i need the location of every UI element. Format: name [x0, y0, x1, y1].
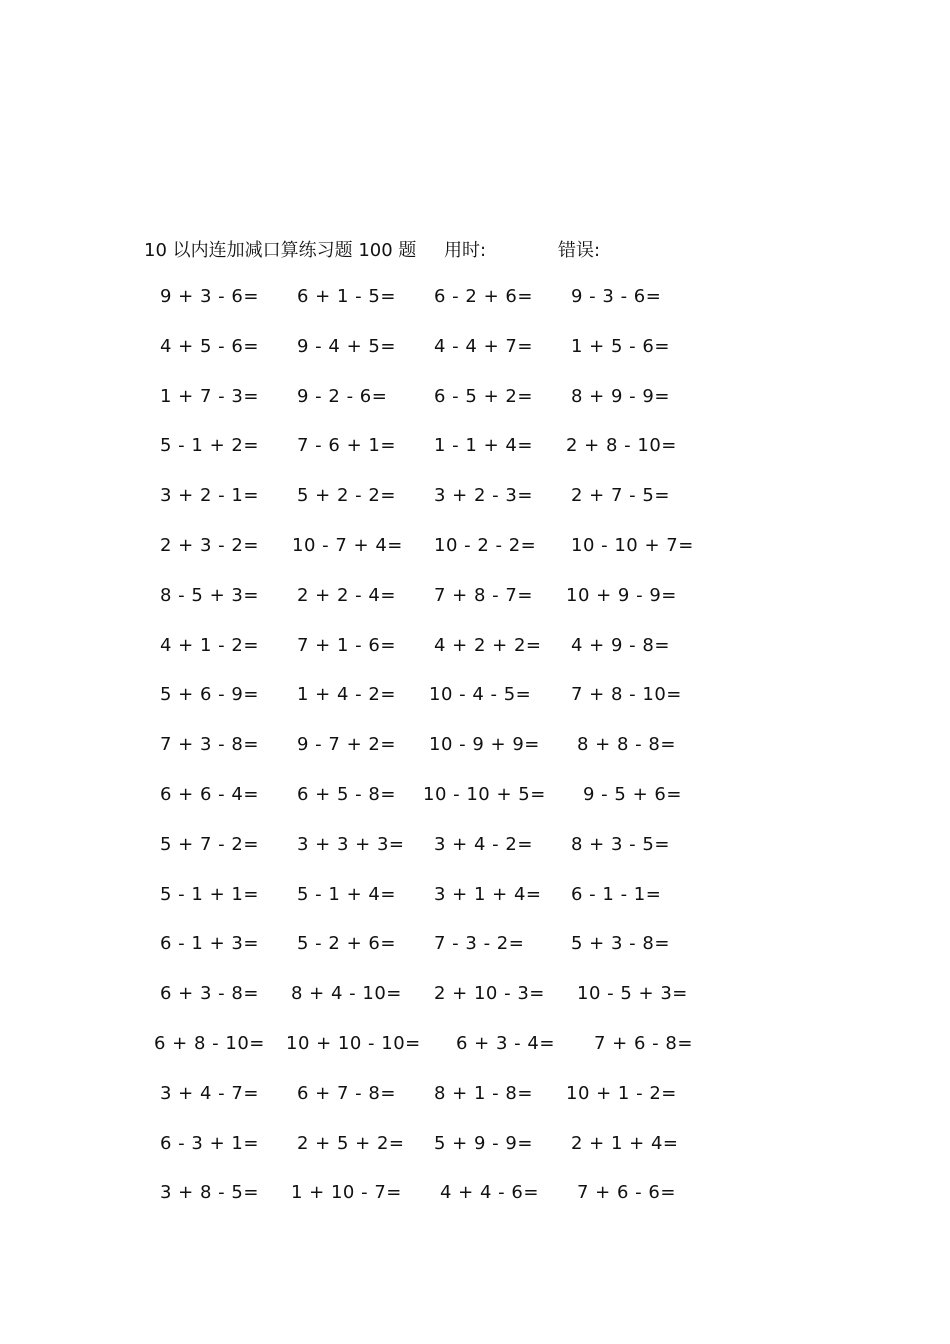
arithmetic-problem: 5 - 1 + 2=	[160, 435, 259, 457]
arithmetic-problem: 2 + 2 - 4=	[297, 584, 396, 606]
arithmetic-problem: 6 + 8 - 10=	[154, 1032, 265, 1054]
arithmetic-problem: 10 + 9 - 9=	[566, 584, 677, 606]
arithmetic-problem: 7 - 3 - 2=	[434, 933, 525, 955]
arithmetic-problem: 2 + 8 - 10=	[566, 435, 677, 457]
arithmetic-problem: 10 - 4 - 5=	[429, 684, 532, 706]
arithmetic-problem: 8 + 3 - 5=	[571, 833, 670, 855]
arithmetic-problem: 4 + 2 + 2=	[434, 634, 542, 656]
arithmetic-problem: 8 - 5 + 3=	[160, 584, 259, 606]
arithmetic-problem: 10 - 2 - 2=	[434, 534, 537, 556]
problem-row	[0, 983, 950, 1033]
arithmetic-problem: 9 - 4 + 5=	[297, 335, 396, 357]
arithmetic-problem: 2 + 10 - 3=	[434, 983, 545, 1005]
arithmetic-problem: 3 + 4 - 2=	[434, 833, 533, 855]
worksheet-header	[0, 236, 950, 264]
arithmetic-problem: 3 + 4 - 7=	[160, 1082, 259, 1104]
problem-row	[0, 884, 950, 934]
arithmetic-problem: 9 + 3 - 6=	[160, 286, 259, 307]
arithmetic-problem: 7 + 8 - 10=	[571, 684, 682, 706]
arithmetic-problem: 6 - 1 - 1=	[571, 883, 662, 905]
arithmetic-problem: 6 - 5 + 2=	[434, 385, 533, 407]
problem-row	[0, 684, 950, 734]
errors-label: 错误:	[558, 240, 601, 261]
arithmetic-problem: 5 + 3 - 8=	[571, 933, 670, 955]
problem-row	[0, 435, 950, 485]
arithmetic-problem: 6 - 3 + 1=	[160, 1132, 259, 1154]
arithmetic-problem: 2 + 5 + 2=	[297, 1132, 405, 1154]
arithmetic-problem: 3 + 2 - 3=	[434, 485, 533, 507]
problem-row	[0, 834, 950, 884]
arithmetic-problem: 7 + 1 - 6=	[297, 634, 396, 656]
arithmetic-problem: 8 + 9 - 9=	[571, 385, 670, 407]
arithmetic-problem: 2 + 1 + 4=	[571, 1132, 679, 1154]
arithmetic-problem: 7 + 8 - 7=	[434, 584, 533, 606]
problem-row	[0, 1083, 950, 1133]
arithmetic-problem: 6 + 3 - 8=	[160, 983, 259, 1005]
problem-row	[0, 336, 950, 386]
arithmetic-problem: 1 + 4 - 2=	[297, 684, 396, 706]
arithmetic-problem: 10 + 1 - 2=	[566, 1082, 677, 1104]
arithmetic-problem: 3 + 8 - 5=	[160, 1182, 259, 1204]
problem-row	[0, 734, 950, 784]
arithmetic-problem: 3 + 3 + 3=	[297, 833, 405, 855]
arithmetic-problem: 8 + 8 - 8=	[577, 734, 676, 756]
arithmetic-problem: 5 - 1 + 1=	[160, 883, 259, 905]
arithmetic-problem: 9 - 7 + 2=	[297, 734, 396, 756]
arithmetic-problem: 7 - 6 + 1=	[297, 435, 396, 457]
problem-row	[0, 933, 950, 983]
arithmetic-problem: 2 + 3 - 2=	[160, 534, 259, 556]
arithmetic-problem: 6 - 1 + 3=	[160, 933, 259, 955]
arithmetic-problem: 5 + 9 - 9=	[434, 1132, 533, 1154]
arithmetic-problem: 7 + 6 - 8=	[594, 1032, 693, 1054]
arithmetic-problem: 8 + 4 - 10=	[291, 983, 402, 1005]
arithmetic-problem: 7 + 6 - 6=	[577, 1182, 676, 1204]
arithmetic-problem: 5 - 1 + 4=	[297, 883, 396, 905]
arithmetic-problem: 1 + 5 - 6=	[571, 335, 670, 357]
arithmetic-problem: 1 + 7 - 3=	[160, 385, 259, 407]
problem-row	[0, 485, 950, 535]
arithmetic-problem: 6 + 3 - 4=	[456, 1032, 555, 1054]
problem-row	[0, 1182, 950, 1232]
arithmetic-problem: 4 + 5 - 6=	[160, 335, 259, 357]
problem-row	[0, 1133, 950, 1183]
arithmetic-problem: 2 + 7 - 5=	[571, 485, 670, 507]
arithmetic-problem: 10 - 7 + 4=	[292, 534, 403, 556]
arithmetic-problem: 10 - 10 + 7=	[571, 534, 694, 556]
arithmetic-problem: 9 - 5 + 6=	[583, 783, 682, 805]
arithmetic-problem: 9 - 2 - 6=	[297, 385, 388, 407]
arithmetic-problem: 10 + 10 - 10=	[286, 1032, 421, 1054]
problem-row	[0, 535, 950, 585]
problem-row	[0, 585, 950, 635]
time-used-label: 用时:	[444, 240, 487, 261]
arithmetic-problem: 4 - 4 + 7=	[434, 335, 533, 357]
arithmetic-problem: 10 - 10 + 5=	[423, 783, 546, 805]
problem-row	[0, 386, 950, 436]
arithmetic-problem: 4 + 1 - 2=	[160, 634, 259, 656]
problem-row	[0, 286, 950, 336]
arithmetic-problem: 5 - 2 + 6=	[297, 933, 396, 955]
arithmetic-problem: 1 - 1 + 4=	[434, 435, 533, 457]
arithmetic-problem: 1 + 10 - 7=	[291, 1182, 402, 1204]
arithmetic-problem: 10 - 9 + 9=	[429, 734, 540, 756]
worksheet-title: 10 以内连加减口算练习题 100 题	[144, 240, 417, 261]
arithmetic-problem: 4 + 4 - 6=	[440, 1182, 539, 1204]
arithmetic-problem: 8 + 1 - 8=	[434, 1082, 533, 1104]
arithmetic-problem: 10 - 5 + 3=	[577, 983, 688, 1005]
problem-grid	[0, 286, 950, 1232]
arithmetic-problem: 3 + 1 + 4=	[434, 883, 542, 905]
arithmetic-problem: 6 + 1 - 5=	[297, 286, 396, 307]
problem-row	[0, 635, 950, 685]
arithmetic-problem: 5 + 2 - 2=	[297, 485, 396, 507]
arithmetic-problem: 5 + 7 - 2=	[160, 833, 259, 855]
arithmetic-problem: 6 - 2 + 6=	[434, 286, 533, 307]
arithmetic-problem: 9 - 3 - 6=	[571, 286, 662, 307]
arithmetic-problem: 6 + 6 - 4=	[160, 783, 259, 805]
arithmetic-problem: 4 + 9 - 8=	[571, 634, 670, 656]
arithmetic-problem: 5 + 6 - 9=	[160, 684, 259, 706]
arithmetic-problem: 6 + 5 - 8=	[297, 783, 396, 805]
arithmetic-problem: 7 + 3 - 8=	[160, 734, 259, 756]
arithmetic-problem: 3 + 2 - 1=	[160, 485, 259, 507]
problem-row	[0, 784, 950, 834]
problem-row	[0, 1033, 950, 1083]
arithmetic-problem: 6 + 7 - 8=	[297, 1082, 396, 1104]
